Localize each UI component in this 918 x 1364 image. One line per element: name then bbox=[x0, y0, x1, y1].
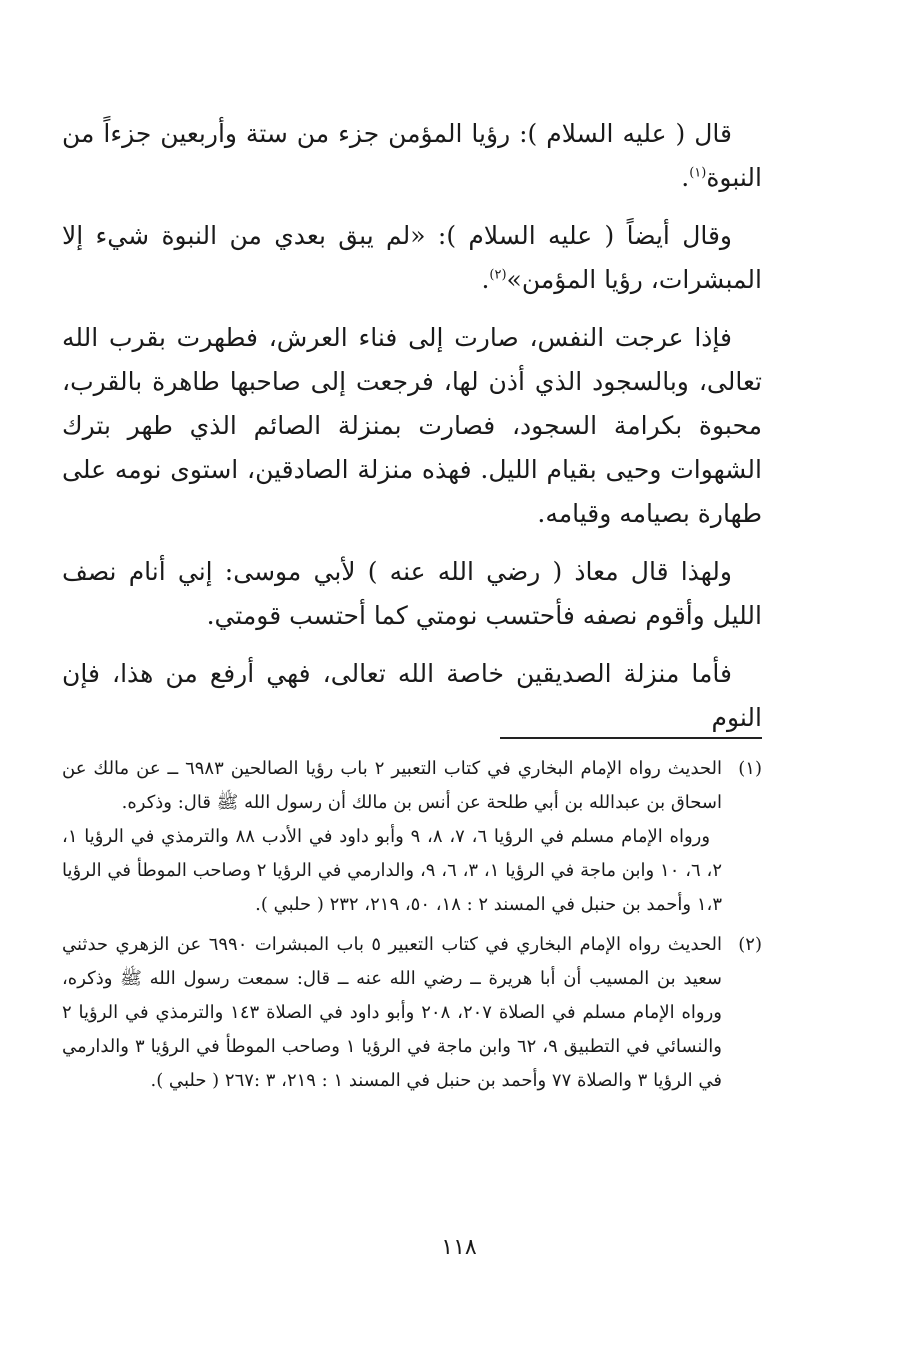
paragraph-2-end: . bbox=[481, 265, 490, 294]
paragraph-1 bbox=[62, 112, 762, 200]
paragraph-4: ولهذا قال معاذ ( رضي الله عنه ) لأبي موسى: إني أنام نصف الليل وأقوم نصفه فأحتسب نومتي كما أحتسب قومتي. bbox=[62, 557, 762, 630]
footnote-1-continuation: ورواه الإمام مسلم في الرؤيا ٦، ٧، ٨، ٩ وأبو داود في الأدب ٨٨ والترمذي في الرؤيا ١، ٢، ٦، ١٠ وابن ماجة في الرؤيا ١، ٣، ٦، ٩، والدارمي في الرؤيا ٢ وصاحب الموطأ في الرؤيا ١،٣ وأحمد بن حنبل في المسند ٢ : ١٨، ٥٠، ٢١٩، ٢٣٢ ( حلبي ). bbox=[62, 826, 723, 915]
page-number: ١١٨ bbox=[441, 1235, 477, 1260]
main-text bbox=[62, 112, 762, 754]
paragraph-5: فأما منزلة الصديقين خاصة الله تعالى، فهي أرفع من هذا، فإن النوم bbox=[62, 659, 762, 732]
paragraph-1-end: . bbox=[681, 163, 690, 192]
footnote-1-number: (١) bbox=[738, 758, 762, 779]
footnote-2 bbox=[62, 928, 762, 1098]
footnote-2-number: (٢) bbox=[738, 934, 762, 955]
footnotes-section bbox=[62, 752, 762, 1104]
footnote-ref-1[interactable]: (١) bbox=[689, 165, 707, 181]
paragraph-2 bbox=[62, 214, 762, 302]
paragraph-1-text: قال ( عليه السلام ): رؤيا المؤمن جزء من ستة وأربعين جزءاً من النبوة bbox=[62, 119, 762, 192]
footnote-ref-2[interactable]: (٢) bbox=[489, 267, 507, 283]
footnote-2-text: الحديث رواه الإمام البخاري في كتاب التعبير ٥ باب المبشرات ٦٩٩٠ عن الزهري حدثني سعيد بن المسيب أن أبا هريرة ــ رضي الله عنه ــ قال: سمعت رسول الله ﷺ وذكره، ورواه الإمام مسلم في الصلاة ٢٠٧، ٢٠٨ وأبو داود في الصلاة ١٤٣ والترمذي في الرؤيا ٢ والنسائي في التطبيق ٩، ٦٢ وابن ماجة في الرؤيا ١ وصاحب الموطأ في الرؤيا ٣ والدارمي في الرؤيا ٣ والصلاة ٧٧ وأحمد بن حنبل في المسند ١ : ٢١٩، ٣ :٢٦٧ ( حلبي ). bbox=[62, 934, 722, 1091]
footnote-divider bbox=[500, 737, 762, 739]
paragraph-2-text: وقال أيضاً ( عليه السلام ): «لم يبق بعدي من النبوة شيء إلا المبشرات، رؤيا المؤمن» bbox=[62, 221, 762, 294]
footnote-1-text: الحديث رواه الإمام البخاري في كتاب التعبير ٢ باب رؤيا الصالحين ٦٩٨٣ ــ عن مالك عن اسحاق بن عبدالله بن أبي طلحة عن أنس بن مالك أن رسول الله ﷺ قال: وذكره. bbox=[62, 758, 722, 813]
footnote-1 bbox=[62, 752, 762, 922]
paragraph-3: فإذا عرجت النفس، صارت إلى فناء العرش، فطهرت بقرب الله تعالى، وبالسجود الذي أذن لها، فرجعت إلى صاحبها طاهرة بالقرب، محبوة بكرامة السجود، فصارت بمنزلة الصائم الذي طهر بترك الشهوات وحيى بقيام الليل. فهذه منزلة الصادقين، استوى نومه على طهارة بصيامه وقيامه. bbox=[62, 323, 762, 528]
